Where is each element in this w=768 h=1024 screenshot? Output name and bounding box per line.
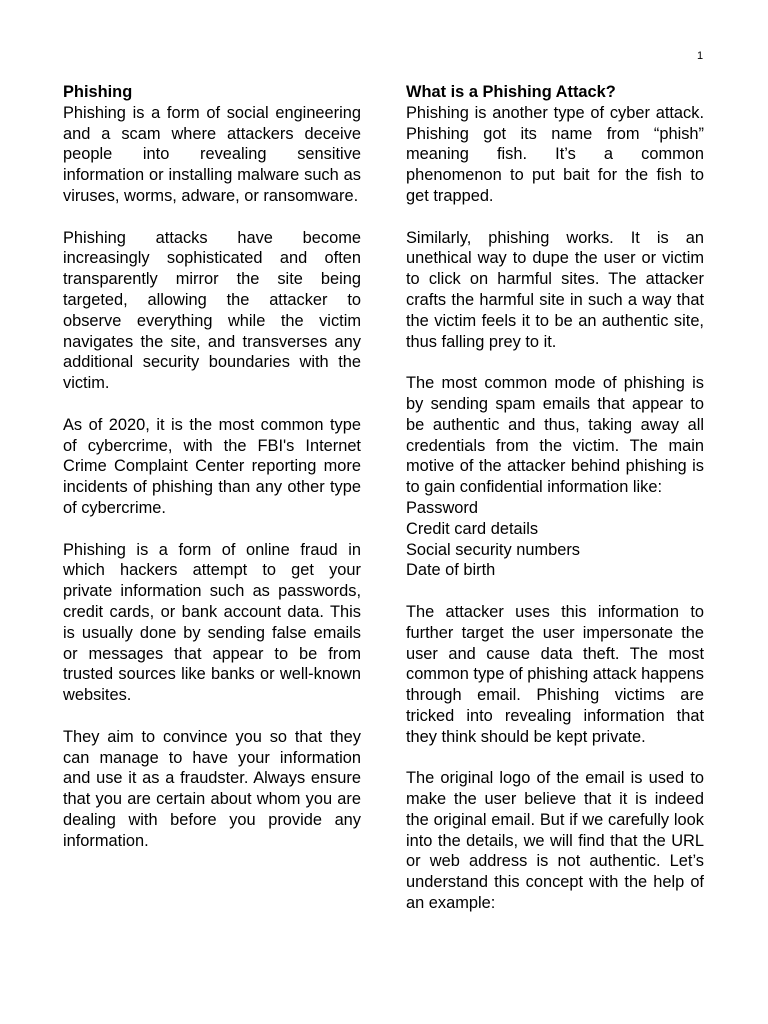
paragraph: Phishing is another type of cyber attack. Phishing got its name from “phish” meaning fish. It’s a common phenomenon to put bait for the fish to get trapped. [406, 103, 704, 205]
list-item: Credit card details [406, 519, 539, 538]
left-column [63, 82, 361, 872]
right-column [406, 82, 704, 935]
paragraph: They aim to convince you so that they can manage to have your information and use it as a fraudster. Always ensure that you are certain about whom you are dealing with before you provide any information. [63, 727, 361, 850]
section-heading-phishing-attack: What is a Phishing Attack? [406, 83, 616, 101]
paragraph: As of 2020, it is the most common type of cybercrime, with the FBI's Internet Crime Complaint Center reporting more incidents of phishing than any other type of cybercrime. [63, 415, 361, 517]
paragraph: The most common mode of phishing is by sending spam emails that appear to be authentic and thus, taking away all credentials from the victim. The main motive of the attacker behind phishing is to gain confidential information like: [406, 374, 704, 497]
list-item: Social security numbers [406, 540, 580, 559]
list-item: Date of birth [406, 561, 496, 580]
paragraph: Phishing attacks have become increasingly sophisticated and often transparently mirror the site being targeted, allowing the attacker to observe everything while the victim navigates the site, and transverses any additional security boundaries with the victim. [63, 228, 361, 393]
paragraph: Phishing is a form of social engineering and a scam where attackers deceive people into revealing sensitive information or installing malware such as viruses, worms, adware, or ransomware. [63, 103, 361, 205]
paragraph: The original logo of the email is used to make the user believe that it is indeed the original email. But if we carefully look into the details, we will find that the URL or web address is not authentic. Let’s understand this concept with the help of an example: [406, 769, 704, 913]
section-heading-phishing: Phishing [63, 83, 133, 101]
paragraph: The attacker uses this information to further target the user impersonate the user and cause data theft. The most common type of phishing attack happens through email. Phishing victims are tricked into revealing information that they think should be kept private. [406, 602, 704, 746]
paragraph: Similarly, phishing works. It is an unethical way to dupe the user or victim to click on harmful sites. The attacker crafts the harmful site in such a way that the victim feels it to be an authentic site, thus falling prey to it. [406, 228, 704, 351]
page-number: 1 [697, 50, 704, 62]
credentials-list [406, 498, 704, 581]
list-item: Password [406, 498, 478, 517]
paragraph: Phishing is a form of online fraud in which hackers attempt to get your private information such as passwords, credit cards, or bank account data. This is usually done by sending false emails or messages that appear to be from trusted sources like banks or well-known websites. [63, 540, 361, 705]
